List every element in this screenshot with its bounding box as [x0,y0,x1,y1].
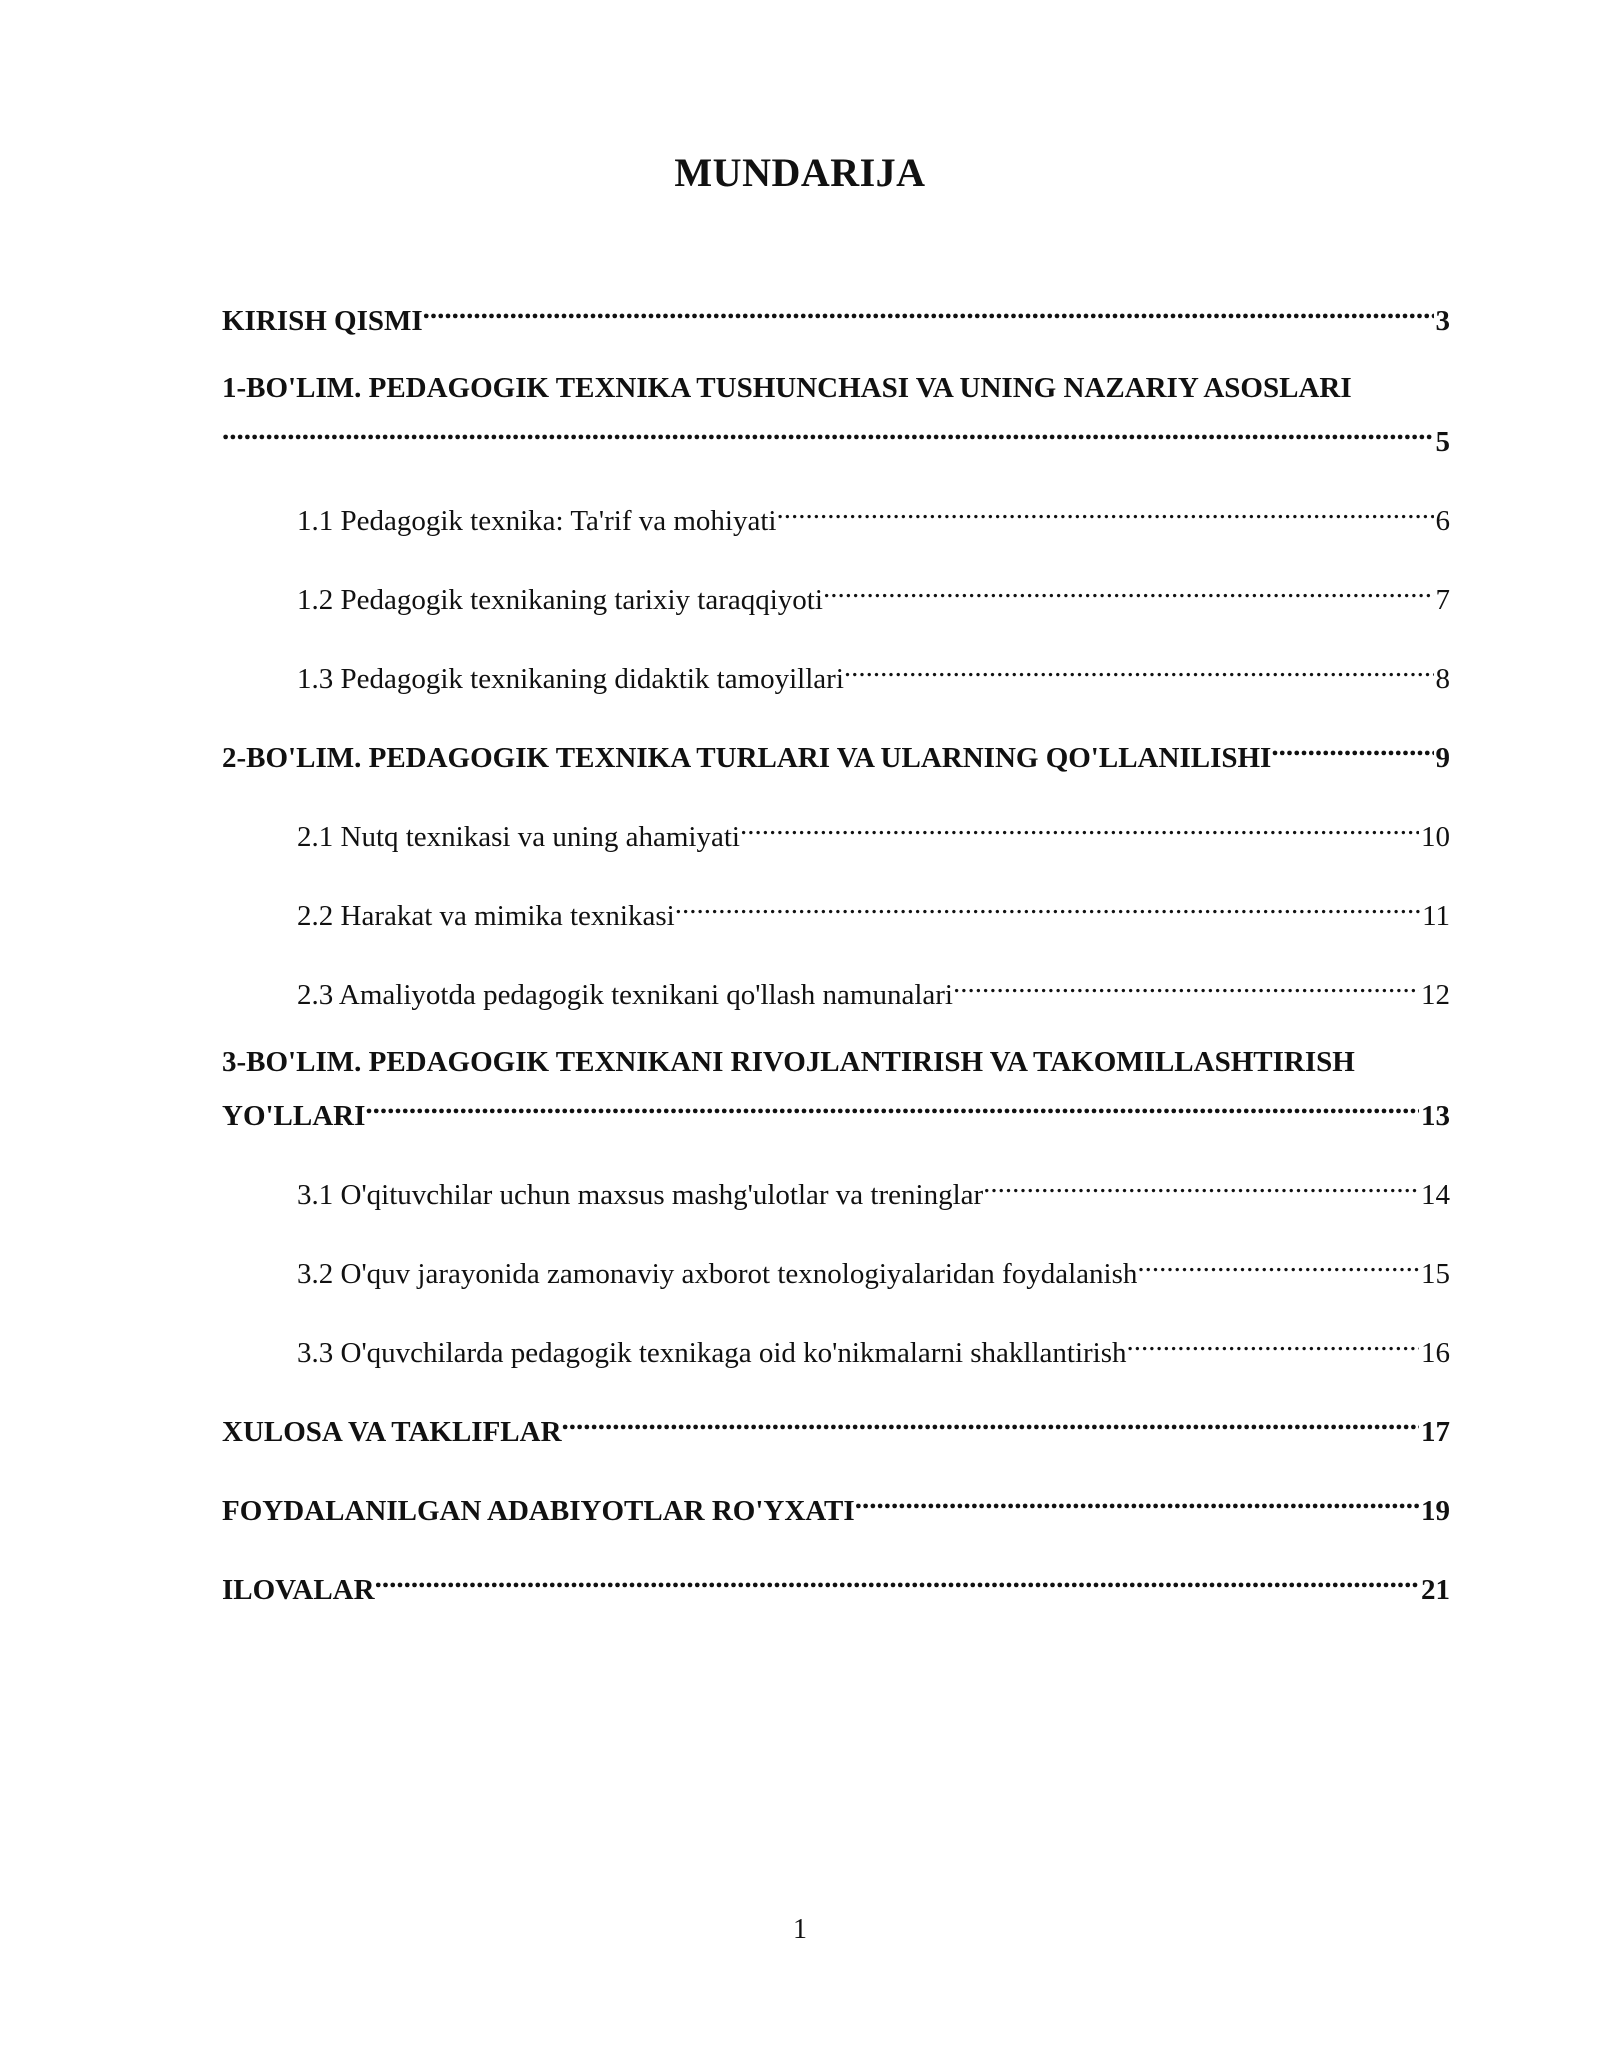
toc-entry-label-line-1: 3-BO'LIM. PEDAGOGIK TEXNIKANI RIVOJLANTIRISH VA TAKOMILLASHTIRISH [222,1046,1355,1078]
toc-entry-section-1-3[interactable] [222,646,1450,700]
page-title: MUNDARIJA [674,150,926,195]
dot-leader [844,646,1434,688]
toc-entry-label: 2-BO'LIM. PEDAGOGIK TEXNIKA TURLARI VA ULARNING QO'LLANILISHI [222,742,1272,774]
toc-entry-label-line-2: YO'LLARI [222,1100,366,1132]
dot-leader [983,1162,1419,1204]
toc-entry-page: 15 [1421,1258,1450,1290]
toc-entry-page: 16 [1421,1337,1450,1369]
toc-entry-page: 5 [1435,426,1450,458]
toc-entry-section-3-3[interactable] [222,1320,1450,1374]
toc-entry-section-1-1[interactable] [222,488,1450,542]
toc-entry-page: 11 [1422,900,1450,932]
toc-entry-page: 14 [1421,1179,1450,1211]
toc-entry-label: 1.1 Pedagogik texnika: Ta'rif va mohiyati [297,505,777,537]
toc-entry-section-2-2[interactable] [222,883,1450,937]
toc-entry-page: 13 [1421,1100,1450,1132]
toc-entry-conclusion[interactable] [222,1399,1450,1453]
dot-leader [675,883,1420,925]
dot-leader [953,962,1419,1004]
dot-leader [855,1478,1419,1520]
toc-entry-references[interactable] [222,1478,1450,1532]
dot-leader [222,409,1434,451]
dot-leader [740,804,1419,846]
toc-entry-page: 9 [1435,742,1450,774]
toc-entry-appendix[interactable] [222,1557,1450,1611]
toc-entry-section-2-1[interactable] [222,804,1450,858]
dot-leader [365,1083,1419,1125]
toc-entry-section-1-2[interactable] [222,567,1450,621]
dot-leader [776,488,1433,530]
toc-entry-label: 1.3 Pedagogik texnikaning didaktik tamoyillari [297,663,844,695]
toc-entry-label: 2.3 Amaliyotda pedagogik texnikani qo'llash namunalari [297,979,953,1011]
toc-entry-label: 2.2 Harakat va mimika texnikasi [297,900,675,932]
toc-entry-page: 19 [1421,1495,1450,1527]
toc-entry-section-3-2[interactable] [222,1241,1450,1295]
toc-entry-label: KIRISH QISMI [222,305,423,337]
toc-entry-label: 3.2 O'quv jarayonida zamonaviy axborot texnologiyalaridan foydalanish [297,1258,1138,1290]
dot-leader [823,567,1434,609]
toc-entry-label: 3.1 O'qituvchilar uchun maxsus mashg'ulotlar va treninglar [297,1179,984,1211]
toc-entry-page: 8 [1435,663,1450,695]
toc-entry-intro[interactable] [222,288,1450,342]
toc-entry-label: 1-BO'LIM. PEDAGOGIK TEXNIKA TUSHUNCHASI VA UNING NAZARIY ASOSLARI [222,372,1352,404]
dot-leader [1271,725,1433,767]
dot-leader [423,288,1434,330]
toc-entry-page: 7 [1435,584,1450,616]
dot-leader [1137,1241,1419,1283]
page-number: 1 [793,1914,807,1945]
toc-entry-label: 1.2 Pedagogik texnikaning tarixiy taraqqiyoti [297,584,823,616]
toc-entry-page: 6 [1435,505,1450,537]
toc-entry-chapter-2[interactable] [222,725,1450,779]
toc-entry-page: 17 [1421,1416,1450,1448]
dot-leader [375,1557,1419,1599]
toc-entry-page: 10 [1421,821,1450,853]
toc-entry-label: XULOSA VA TAKLIFLAR [222,1416,562,1448]
toc-entry-label: ILOVALAR [222,1574,375,1606]
toc-entry-label: 3.3 O'quvchilarda pedagogik texnikaga oid ko'nikmalarni shakllantirish [297,1337,1127,1369]
toc-entry-page: 12 [1421,979,1450,1011]
toc-entry-page: 3 [1435,305,1450,337]
dot-leader [1127,1320,1419,1362]
table-of-contents [222,288,1450,1636]
toc-entry-chapter-1[interactable] [222,367,1450,463]
toc-entry-label: FOYDALANILGAN ADABIYOTLAR RO'YXATI [222,1495,855,1527]
toc-entry-section-2-3[interactable] [222,962,1450,1016]
toc-entry-page: 21 [1421,1574,1450,1606]
toc-entry-label: 2.1 Nutq texnikasi va uning ahamiyati [297,821,740,853]
dot-leader [562,1399,1419,1441]
toc-entry-chapter-3[interactable] [222,1041,1450,1137]
toc-entry-section-3-1[interactable] [222,1162,1450,1216]
